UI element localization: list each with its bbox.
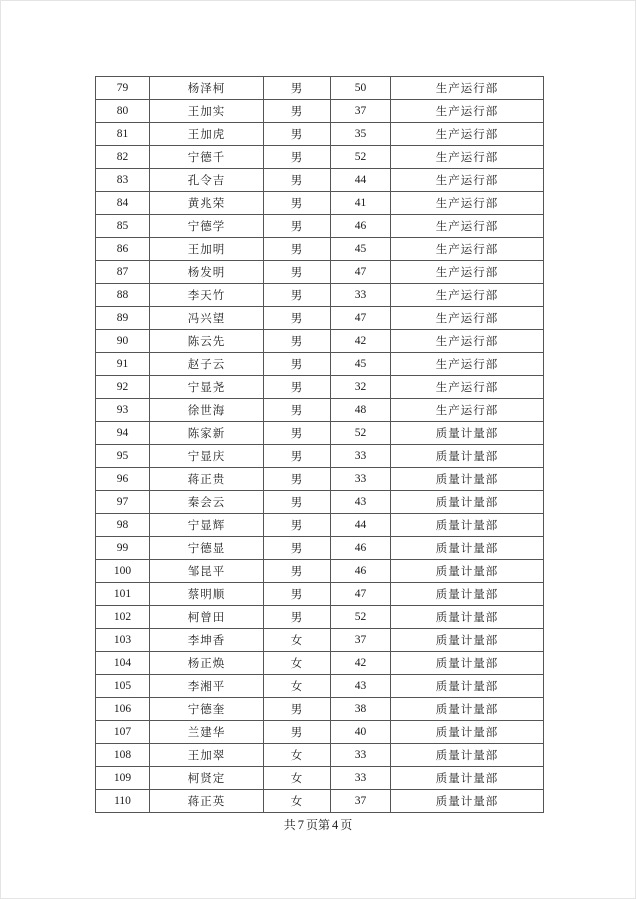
cell-age: 33 [331, 468, 391, 491]
cell-department: 质量计量部 [391, 422, 544, 445]
cell-age: 46 [331, 215, 391, 238]
table-row [96, 422, 544, 445]
cell-number: 89 [96, 307, 150, 330]
cell-age: 52 [331, 422, 391, 445]
table-row [96, 261, 544, 284]
cell-gender: 女 [264, 675, 331, 698]
cell-name: 宁德奎 [150, 698, 264, 721]
cell-name: 杨发明 [150, 261, 264, 284]
cell-age: 52 [331, 146, 391, 169]
cell-age: 33 [331, 445, 391, 468]
cell-department: 生产运行部 [391, 100, 544, 123]
cell-department: 质量计量部 [391, 744, 544, 767]
cell-name: 柯贤定 [150, 767, 264, 790]
cell-name: 陈家新 [150, 422, 264, 445]
cell-number: 82 [96, 146, 150, 169]
cell-number: 94 [96, 422, 150, 445]
footer-prefix: 共 [283, 818, 296, 832]
cell-age: 37 [331, 100, 391, 123]
cell-gender: 男 [264, 537, 331, 560]
table-row [96, 192, 544, 215]
cell-number: 88 [96, 284, 150, 307]
cell-gender: 男 [264, 100, 331, 123]
cell-number: 83 [96, 169, 150, 192]
cell-number: 99 [96, 537, 150, 560]
cell-name: 黄兆荣 [150, 192, 264, 215]
cell-age: 42 [331, 652, 391, 675]
cell-age: 32 [331, 376, 391, 399]
cell-number: 95 [96, 445, 150, 468]
cell-name: 宁德学 [150, 215, 264, 238]
table-row [96, 652, 544, 675]
cell-gender: 男 [264, 215, 331, 238]
cell-gender: 男 [264, 606, 331, 629]
cell-age: 44 [331, 514, 391, 537]
table-row [96, 169, 544, 192]
table-row [96, 629, 544, 652]
cell-department: 质量计量部 [391, 514, 544, 537]
cell-name: 宁显尧 [150, 376, 264, 399]
cell-department: 质量计量部 [391, 721, 544, 744]
table-row [96, 307, 544, 330]
table-row [96, 491, 544, 514]
cell-department: 生产运行部 [391, 215, 544, 238]
cell-name: 宁德显 [150, 537, 264, 560]
cell-name: 王加实 [150, 100, 264, 123]
footer-total-pages: 7 [297, 818, 304, 832]
cell-department: 质量计量部 [391, 583, 544, 606]
table-row [96, 468, 544, 491]
table-row [96, 330, 544, 353]
footer-current-page: 4 [332, 818, 339, 832]
cell-gender: 女 [264, 767, 331, 790]
cell-name: 杨泽柯 [150, 77, 264, 100]
cell-gender: 男 [264, 330, 331, 353]
cell-department: 质量计量部 [391, 537, 544, 560]
cell-number: 98 [96, 514, 150, 537]
cell-age: 43 [331, 675, 391, 698]
cell-name: 王加翠 [150, 744, 264, 767]
cell-department: 质量计量部 [391, 790, 544, 813]
cell-number: 110 [96, 790, 150, 813]
cell-age: 35 [331, 123, 391, 146]
cell-number: 92 [96, 376, 150, 399]
cell-gender: 男 [264, 169, 331, 192]
cell-age: 42 [331, 330, 391, 353]
table-row [96, 146, 544, 169]
cell-department: 生产运行部 [391, 353, 544, 376]
table-row [96, 445, 544, 468]
cell-name: 秦会云 [150, 491, 264, 514]
cell-number: 102 [96, 606, 150, 629]
cell-name: 兰建华 [150, 721, 264, 744]
cell-age: 37 [331, 629, 391, 652]
cell-gender: 男 [264, 307, 331, 330]
cell-number: 96 [96, 468, 150, 491]
cell-gender: 男 [264, 560, 331, 583]
table-row [96, 399, 544, 422]
cell-age: 46 [331, 560, 391, 583]
cell-age: 33 [331, 767, 391, 790]
cell-age: 45 [331, 238, 391, 261]
cell-number: 81 [96, 123, 150, 146]
cell-name: 李天竹 [150, 284, 264, 307]
cell-name: 孔令吉 [150, 169, 264, 192]
cell-name: 邹昆平 [150, 560, 264, 583]
cell-gender: 男 [264, 353, 331, 376]
cell-department: 质量计量部 [391, 606, 544, 629]
cell-number: 86 [96, 238, 150, 261]
cell-department: 生产运行部 [391, 261, 544, 284]
cell-age: 43 [331, 491, 391, 514]
cell-gender: 男 [264, 721, 331, 744]
cell-gender: 男 [264, 514, 331, 537]
table-row [96, 376, 544, 399]
personnel-table [95, 76, 544, 813]
cell-age: 47 [331, 307, 391, 330]
cell-gender: 女 [264, 790, 331, 813]
cell-age: 45 [331, 353, 391, 376]
cell-gender: 男 [264, 491, 331, 514]
footer-middle: 页第 [305, 818, 330, 832]
cell-age: 37 [331, 790, 391, 813]
cell-name: 蒋正英 [150, 790, 264, 813]
table-row [96, 675, 544, 698]
cell-age: 38 [331, 698, 391, 721]
cell-number: 106 [96, 698, 150, 721]
cell-age: 48 [331, 399, 391, 422]
cell-name: 宁显庆 [150, 445, 264, 468]
table-row [96, 721, 544, 744]
table-row [96, 100, 544, 123]
table-row [96, 767, 544, 790]
cell-age: 41 [331, 192, 391, 215]
cell-age: 47 [331, 583, 391, 606]
cell-name: 蒋正贵 [150, 468, 264, 491]
cell-name: 王加明 [150, 238, 264, 261]
page-footer [0, 816, 636, 833]
table-row [96, 698, 544, 721]
cell-name: 宁德千 [150, 146, 264, 169]
cell-name: 赵子云 [150, 353, 264, 376]
cell-department: 生产运行部 [391, 284, 544, 307]
cell-age: 47 [331, 261, 391, 284]
cell-department: 生产运行部 [391, 399, 544, 422]
cell-gender: 女 [264, 629, 331, 652]
cell-age: 44 [331, 169, 391, 192]
cell-number: 84 [96, 192, 150, 215]
cell-gender: 男 [264, 123, 331, 146]
cell-number: 108 [96, 744, 150, 767]
cell-age: 52 [331, 606, 391, 629]
cell-number: 91 [96, 353, 150, 376]
table-row [96, 123, 544, 146]
cell-department: 质量计量部 [391, 652, 544, 675]
cell-gender: 男 [264, 422, 331, 445]
cell-age: 33 [331, 284, 391, 307]
cell-number: 80 [96, 100, 150, 123]
cell-gender: 男 [264, 468, 331, 491]
cell-name: 柯曾田 [150, 606, 264, 629]
cell-gender: 男 [264, 238, 331, 261]
cell-number: 100 [96, 560, 150, 583]
cell-name: 杨正焕 [150, 652, 264, 675]
cell-gender: 男 [264, 284, 331, 307]
table-row [96, 583, 544, 606]
table-row [96, 560, 544, 583]
cell-number: 104 [96, 652, 150, 675]
cell-age: 46 [331, 537, 391, 560]
cell-department: 质量计量部 [391, 445, 544, 468]
cell-number: 101 [96, 583, 150, 606]
cell-department: 质量计量部 [391, 468, 544, 491]
cell-name: 徐世海 [150, 399, 264, 422]
cell-department: 生产运行部 [391, 330, 544, 353]
cell-name: 宁显辉 [150, 514, 264, 537]
cell-name: 蔡明顺 [150, 583, 264, 606]
cell-name: 李湘平 [150, 675, 264, 698]
cell-age: 33 [331, 744, 391, 767]
cell-age: 40 [331, 721, 391, 744]
cell-gender: 男 [264, 698, 331, 721]
cell-department: 质量计量部 [391, 698, 544, 721]
table-row [96, 215, 544, 238]
table-row [96, 353, 544, 376]
cell-gender: 男 [264, 399, 331, 422]
cell-number: 85 [96, 215, 150, 238]
cell-department: 生产运行部 [391, 192, 544, 215]
cell-name: 王加虎 [150, 123, 264, 146]
table-row [96, 514, 544, 537]
cell-gender: 女 [264, 652, 331, 675]
cell-gender: 男 [264, 146, 331, 169]
cell-number: 109 [96, 767, 150, 790]
cell-name: 陈云先 [150, 330, 264, 353]
table-row [96, 744, 544, 767]
cell-gender: 男 [264, 376, 331, 399]
cell-department: 质量计量部 [391, 629, 544, 652]
table-row [96, 238, 544, 261]
cell-department: 质量计量部 [391, 491, 544, 514]
cell-department: 质量计量部 [391, 675, 544, 698]
cell-number: 97 [96, 491, 150, 514]
table-row [96, 537, 544, 560]
cell-gender: 男 [264, 261, 331, 284]
cell-gender: 男 [264, 445, 331, 468]
cell-number: 90 [96, 330, 150, 353]
cell-name: 李坤香 [150, 629, 264, 652]
cell-department: 生产运行部 [391, 169, 544, 192]
cell-department: 生产运行部 [391, 77, 544, 100]
cell-number: 79 [96, 77, 150, 100]
table-row [96, 77, 544, 100]
cell-gender: 男 [264, 192, 331, 215]
cell-name: 冯兴望 [150, 307, 264, 330]
cell-department: 生产运行部 [391, 146, 544, 169]
table-row [96, 284, 544, 307]
cell-number: 93 [96, 399, 150, 422]
cell-number: 87 [96, 261, 150, 284]
footer-suffix: 页 [340, 818, 353, 832]
table-row [96, 790, 544, 813]
personnel-table-body [96, 77, 544, 813]
cell-gender: 男 [264, 583, 331, 606]
cell-department: 生产运行部 [391, 307, 544, 330]
cell-department: 质量计量部 [391, 767, 544, 790]
cell-department: 生产运行部 [391, 123, 544, 146]
table-row [96, 606, 544, 629]
cell-number: 103 [96, 629, 150, 652]
cell-number: 105 [96, 675, 150, 698]
cell-department: 质量计量部 [391, 560, 544, 583]
cell-number: 107 [96, 721, 150, 744]
cell-department: 生产运行部 [391, 376, 544, 399]
cell-age: 50 [331, 77, 391, 100]
cell-gender: 女 [264, 744, 331, 767]
cell-department: 生产运行部 [391, 238, 544, 261]
cell-gender: 男 [264, 77, 331, 100]
